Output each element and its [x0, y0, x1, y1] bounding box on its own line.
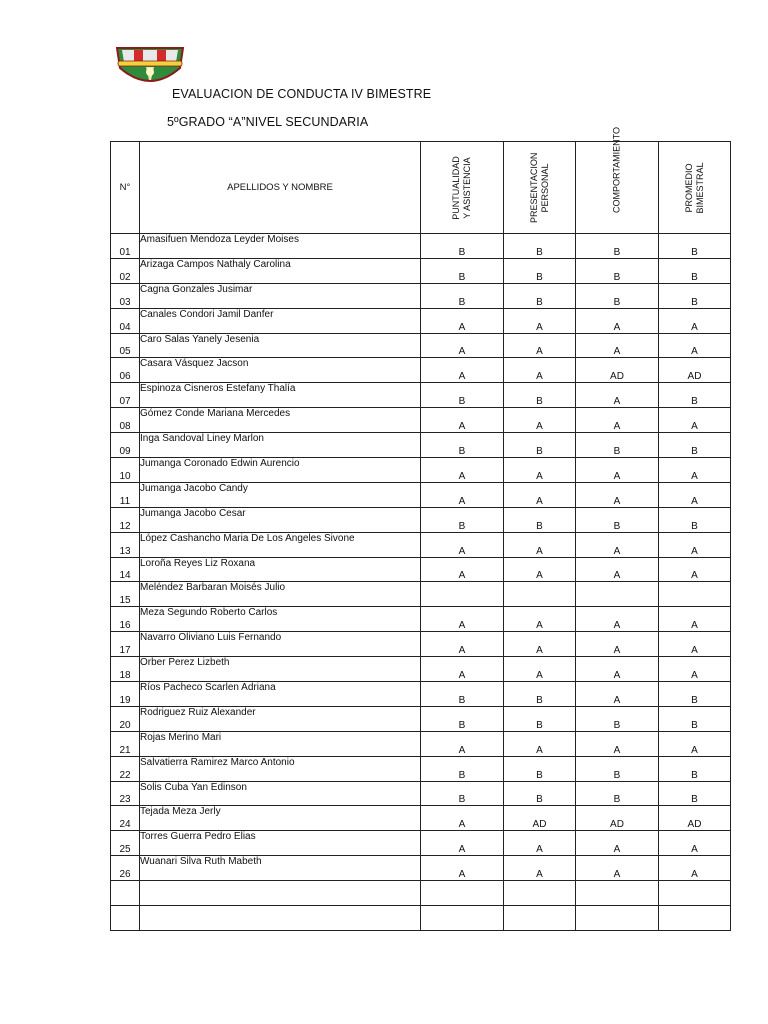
row-number-cell: 24	[111, 806, 140, 831]
comportamiento-grade-cell: B	[576, 781, 659, 806]
table-row	[111, 258, 731, 283]
presentacion-grade-cell: AD	[504, 806, 576, 831]
puntualidad-grade-cell: B	[421, 706, 504, 731]
puntualidad-grade-cell: B	[421, 781, 504, 806]
comportamiento-grade-cell: A	[576, 657, 659, 682]
comportamiento-grade-cell: AD	[576, 358, 659, 383]
column-header-promedio	[659, 142, 731, 234]
row-number-cell: 20	[111, 706, 140, 731]
promedio-grade-cell: AD	[659, 806, 731, 831]
student-name-cell: Wuanari Silva Ruth Mabeth	[140, 856, 421, 881]
student-name-cell	[140, 906, 421, 931]
promedio-grade-cell: AD	[659, 358, 731, 383]
puntualidad-grade-cell: A	[421, 856, 504, 881]
puntualidad-grade-cell: A	[421, 482, 504, 507]
row-number-cell: 22	[111, 756, 140, 781]
promedio-grade-cell: B	[659, 706, 731, 731]
comportamiento-grade-cell: A	[576, 532, 659, 557]
column-header-name: APELLIDOS Y NOMBRE	[140, 142, 421, 234]
comportamiento-grade-cell: A	[576, 632, 659, 657]
table-row	[111, 781, 731, 806]
table-row	[111, 383, 731, 408]
promedio-grade-cell: A	[659, 731, 731, 756]
puntualidad-grade-cell: B	[421, 507, 504, 532]
school-crest-logo	[114, 42, 186, 90]
puntualidad-grade-cell	[421, 582, 504, 607]
row-number-cell: 09	[111, 433, 140, 458]
puntualidad-grade-cell: B	[421, 383, 504, 408]
comportamiento-grade-cell: A	[576, 408, 659, 433]
table-row	[111, 632, 731, 657]
student-name-cell: Canales Condori Jamil Danfer	[140, 308, 421, 333]
table-row	[111, 582, 731, 607]
promedio-grade-cell: A	[659, 632, 731, 657]
student-name-cell: Amasifuen Mendoza Leyder Moises	[140, 234, 421, 259]
presentacion-grade-cell: A	[504, 831, 576, 856]
puntualidad-grade-cell: A	[421, 532, 504, 557]
presentacion-grade-cell: B	[504, 383, 576, 408]
presentacion-grade-cell: B	[504, 283, 576, 308]
table-row	[111, 881, 731, 906]
column-header-presentacion	[504, 142, 576, 234]
student-name-cell: Solis Cuba Yan Edinson	[140, 781, 421, 806]
promedio-grade-cell: B	[659, 234, 731, 259]
table-row	[111, 408, 731, 433]
student-name-cell: Salvatierra Ramirez Marco Antonio	[140, 756, 421, 781]
comportamiento-grade-cell: A	[576, 682, 659, 707]
promedio-grade-cell: B	[659, 383, 731, 408]
puntualidad-grade-cell: A	[421, 333, 504, 358]
comportamiento-grade-cell: A	[576, 458, 659, 483]
row-number-cell: 08	[111, 408, 140, 433]
promedio-grade-cell	[659, 906, 731, 931]
promedio-grade-cell: B	[659, 756, 731, 781]
promedio-grade-cell: B	[659, 433, 731, 458]
row-number-cell: 21	[111, 731, 140, 756]
promedio-grade-cell: A	[659, 458, 731, 483]
promedio-grade-cell: A	[659, 482, 731, 507]
puntualidad-grade-cell: B	[421, 283, 504, 308]
row-number-cell: 01	[111, 234, 140, 259]
comportamiento-grade-cell: A	[576, 831, 659, 856]
comportamiento-grade-cell: A	[576, 607, 659, 632]
document-subtitle: 5ºGRADO “A”NIVEL SECUNDARIA	[167, 115, 369, 129]
presentacion-grade-cell: A	[504, 632, 576, 657]
puntualidad-grade-cell: B	[421, 756, 504, 781]
student-name-cell: Rojas Merino Mari	[140, 731, 421, 756]
puntualidad-grade-cell: A	[421, 607, 504, 632]
presentacion-grade-cell: A	[504, 458, 576, 483]
student-name-cell: Casara Vásquez Jacson	[140, 358, 421, 383]
presentacion-grade-cell: B	[504, 781, 576, 806]
presentacion-grade-cell: A	[504, 731, 576, 756]
row-number-cell: 07	[111, 383, 140, 408]
table-row	[111, 234, 731, 259]
student-name-cell: Arizaga Campos Nathaly Carolina	[140, 258, 421, 283]
table-row	[111, 358, 731, 383]
promedio-grade-cell: A	[659, 532, 731, 557]
comportamiento-grade-cell: B	[576, 756, 659, 781]
presentacion-grade-cell: A	[504, 482, 576, 507]
promedio-grade-cell: A	[659, 557, 731, 582]
student-name-cell: Tejada Meza Jerly	[140, 806, 421, 831]
table-row	[111, 433, 731, 458]
puntualidad-grade-cell: A	[421, 557, 504, 582]
puntualidad-grade-cell	[421, 881, 504, 906]
row-number-cell: 23	[111, 781, 140, 806]
column-header-num: N°	[111, 142, 140, 234]
row-number-cell: 05	[111, 333, 140, 358]
presentacion-grade-cell: B	[504, 258, 576, 283]
promedio-grade-cell: A	[659, 831, 731, 856]
presentacion-grade-cell: B	[504, 756, 576, 781]
presentacion-grade-cell: B	[504, 706, 576, 731]
presentacion-grade-cell	[504, 906, 576, 931]
row-number-cell: 04	[111, 308, 140, 333]
promedio-grade-cell: A	[659, 408, 731, 433]
student-name-cell: Loroña Reyes Liz Roxana	[140, 557, 421, 582]
promedio-grade-cell: A	[659, 856, 731, 881]
student-name-cell: Rodriguez Ruiz Alexander	[140, 706, 421, 731]
row-number-cell: 18	[111, 657, 140, 682]
row-number-cell: 06	[111, 358, 140, 383]
promedio-grade-cell: B	[659, 507, 731, 532]
student-name-cell: Ríos Pacheco Scarlen Adriana	[140, 682, 421, 707]
table-row	[111, 906, 731, 931]
presentacion-grade-cell: A	[504, 408, 576, 433]
presentacion-grade-cell: A	[504, 308, 576, 333]
comportamiento-grade-cell: B	[576, 283, 659, 308]
table-row	[111, 706, 731, 731]
presentacion-grade-cell: A	[504, 358, 576, 383]
student-name-cell: López Cashancho Maria De Los Angeles Sivone	[140, 532, 421, 557]
presentacion-grade-cell: A	[504, 333, 576, 358]
presentacion-grade-cell: A	[504, 657, 576, 682]
presentacion-grade-cell: B	[504, 682, 576, 707]
presentacion-grade-cell: A	[504, 607, 576, 632]
comportamiento-grade-cell: B	[576, 433, 659, 458]
comportamiento-grade-cell	[576, 906, 659, 931]
student-name-cell: Espinoza Cisneros Estefany Thalía	[140, 383, 421, 408]
row-number-cell: 26	[111, 856, 140, 881]
table-row	[111, 806, 731, 831]
table-body	[111, 234, 731, 931]
puntualidad-grade-cell: A	[421, 458, 504, 483]
column-header-comportamiento	[576, 126, 659, 234]
puntualidad-grade-cell: A	[421, 657, 504, 682]
row-number-cell: 25	[111, 831, 140, 856]
table-row	[111, 607, 731, 632]
table-row	[111, 458, 731, 483]
row-number-cell: 19	[111, 682, 140, 707]
row-number-cell: 13	[111, 532, 140, 557]
column-header-presentacion-label: PRESENTACION PERSONAL	[528, 152, 550, 223]
column-header-puntualidad-label: PUNTUALIDAD Y ASISTENCIA	[451, 155, 472, 220]
presentacion-grade-cell: A	[504, 532, 576, 557]
conduct-evaluation-table	[110, 126, 731, 931]
student-name-cell: Jumanga Jacobo Cesar	[140, 507, 421, 532]
student-name-cell: Jumanga Jacobo Candy	[140, 482, 421, 507]
table-row	[111, 333, 731, 358]
presentacion-grade-cell: B	[504, 234, 576, 259]
table-row	[111, 482, 731, 507]
table-row	[111, 756, 731, 781]
comportamiento-grade-cell: A	[576, 856, 659, 881]
row-number-cell	[111, 881, 140, 906]
table-row	[111, 507, 731, 532]
comportamiento-grade-cell: A	[576, 333, 659, 358]
presentacion-grade-cell	[504, 881, 576, 906]
promedio-grade-cell: B	[659, 781, 731, 806]
comportamiento-grade-cell: A	[576, 731, 659, 756]
comportamiento-grade-cell: A	[576, 308, 659, 333]
row-number-cell: 11	[111, 482, 140, 507]
puntualidad-grade-cell: A	[421, 308, 504, 333]
table-row	[111, 831, 731, 856]
column-header-promedio-label: PROMEDIO BIMESTRAL	[683, 162, 705, 214]
column-header-comportamiento-label: COMPORTAMIENTO	[611, 126, 622, 214]
comportamiento-grade-cell: B	[576, 234, 659, 259]
presentacion-grade-cell: A	[504, 856, 576, 881]
puntualidad-grade-cell: B	[421, 234, 504, 259]
promedio-grade-cell	[659, 881, 731, 906]
student-name-cell: Inga Sandoval Liney Marlon	[140, 433, 421, 458]
puntualidad-grade-cell: B	[421, 682, 504, 707]
table-row	[111, 532, 731, 557]
promedio-grade-cell: A	[659, 607, 731, 632]
column-header-puntualidad	[421, 142, 504, 234]
table-row	[111, 682, 731, 707]
presentacion-grade-cell: B	[504, 433, 576, 458]
row-number-cell: 03	[111, 283, 140, 308]
puntualidad-grade-cell	[421, 906, 504, 931]
table-row	[111, 308, 731, 333]
promedio-grade-cell: B	[659, 258, 731, 283]
puntualidad-grade-cell: A	[421, 806, 504, 831]
presentacion-grade-cell	[504, 582, 576, 607]
promedio-grade-cell: B	[659, 682, 731, 707]
student-name-cell: Orber Perez Lizbeth	[140, 657, 421, 682]
table-row	[111, 557, 731, 582]
promedio-grade-cell: B	[659, 283, 731, 308]
comportamiento-grade-cell	[576, 881, 659, 906]
document-title: EVALUACION DE CONDUCTA IV BIMESTRE	[172, 87, 432, 101]
row-number-cell: 15	[111, 582, 140, 607]
puntualidad-grade-cell: A	[421, 408, 504, 433]
promedio-grade-cell	[659, 582, 731, 607]
comportamiento-grade-cell: A	[576, 383, 659, 408]
table-row	[111, 731, 731, 756]
student-name-cell: Navarro Oliviano Luis Fernando	[140, 632, 421, 657]
row-number-cell: 14	[111, 557, 140, 582]
comportamiento-grade-cell: A	[576, 482, 659, 507]
student-name-cell	[140, 881, 421, 906]
comportamiento-grade-cell: A	[576, 557, 659, 582]
table-row	[111, 856, 731, 881]
puntualidad-grade-cell: A	[421, 831, 504, 856]
row-number-cell: 02	[111, 258, 140, 283]
student-name-cell: Meza Segundo Roberto Carlos	[140, 607, 421, 632]
row-number-cell	[111, 906, 140, 931]
comportamiento-grade-cell: AD	[576, 806, 659, 831]
row-number-cell: 12	[111, 507, 140, 532]
comportamiento-grade-cell	[576, 582, 659, 607]
table-header-row	[111, 142, 731, 234]
comportamiento-grade-cell: B	[576, 706, 659, 731]
promedio-grade-cell: A	[659, 657, 731, 682]
student-name-cell: Torres Guerra Pedro Elias	[140, 831, 421, 856]
promedio-grade-cell: A	[659, 308, 731, 333]
puntualidad-grade-cell: A	[421, 731, 504, 756]
student-name-cell: Cagna Gonzales Jusimar	[140, 283, 421, 308]
presentacion-grade-cell: A	[504, 557, 576, 582]
puntualidad-grade-cell: A	[421, 632, 504, 657]
puntualidad-grade-cell: B	[421, 433, 504, 458]
table-row	[111, 283, 731, 308]
comportamiento-grade-cell: B	[576, 507, 659, 532]
student-name-cell: Gómez Conde Mariana Mercedes	[140, 408, 421, 433]
row-number-cell: 17	[111, 632, 140, 657]
presentacion-grade-cell: B	[504, 507, 576, 532]
student-name-cell: Meléndez Barbaran Moisés Julio	[140, 582, 421, 607]
row-number-cell: 16	[111, 607, 140, 632]
student-name-cell: Jumanga Coronado Edwin Aurencio	[140, 458, 421, 483]
row-number-cell: 10	[111, 458, 140, 483]
comportamiento-grade-cell: B	[576, 258, 659, 283]
puntualidad-grade-cell: A	[421, 358, 504, 383]
promedio-grade-cell: A	[659, 333, 731, 358]
student-name-cell: Caro Salas Yanely Jesenia	[140, 333, 421, 358]
table-row	[111, 657, 731, 682]
puntualidad-grade-cell: B	[421, 258, 504, 283]
